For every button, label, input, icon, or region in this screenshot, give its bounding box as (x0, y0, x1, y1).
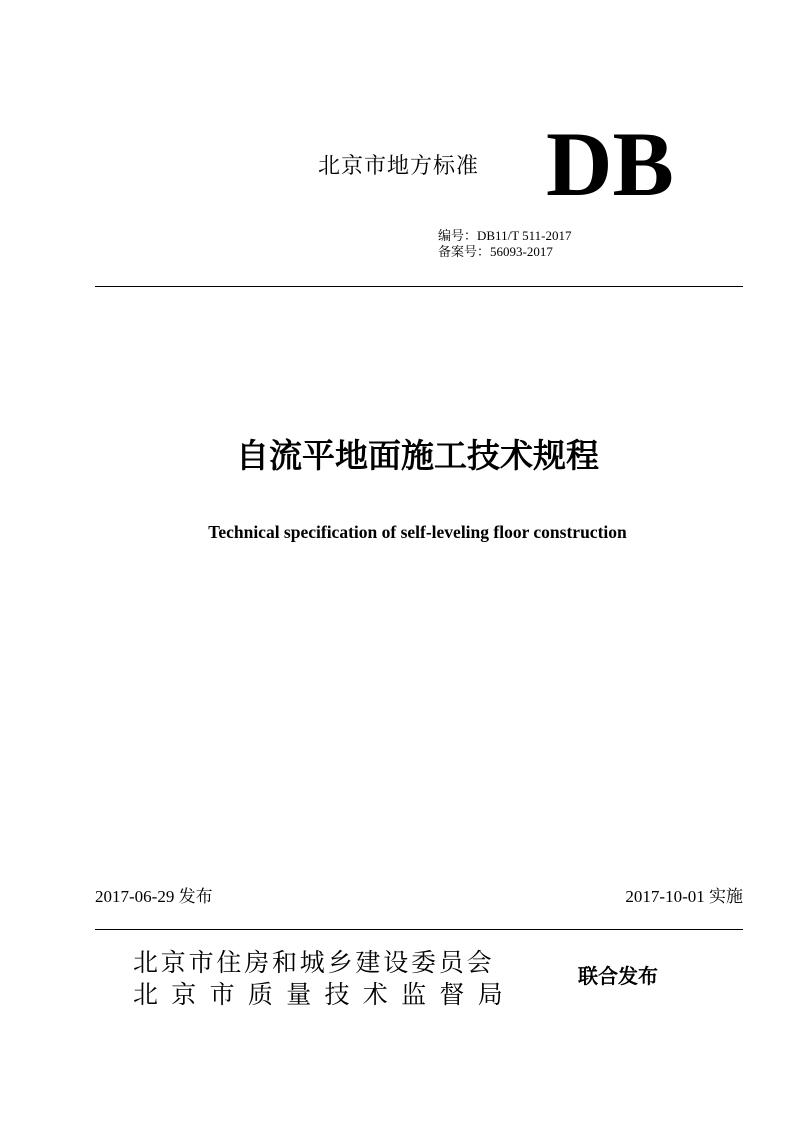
db-standard-mark: DB (546, 113, 674, 215)
issue-date-value: 2017-06-29 (95, 887, 175, 906)
issuer-quality-bureau: 北京市质量技术监督局 (133, 980, 517, 1009)
issue-date (95, 885, 213, 909)
implementation-date-label: 实施 (709, 887, 743, 907)
implementation-date (625, 885, 743, 909)
issue-date-label: 发布 (178, 887, 213, 907)
joint-release-label: 联合发布 (578, 964, 658, 988)
document-title-chinese: 自流平地面施工技术规程 (236, 436, 599, 475)
record-number: 备案号：56093-2017 (438, 244, 553, 259)
document-title-english: Technical specification of self-leveling floor construction (208, 522, 627, 542)
standard-type-label: 北京市地方标准 (318, 154, 480, 179)
top-divider (95, 286, 743, 287)
bottom-divider (95, 929, 743, 930)
implementation-date-value: 2017-10-01 (625, 887, 705, 906)
standard-code: 编号：DB11/T 511-2017 (438, 228, 572, 243)
issuer-housing-commission: 北京市住房和城乡建设委员会 (133, 948, 495, 977)
